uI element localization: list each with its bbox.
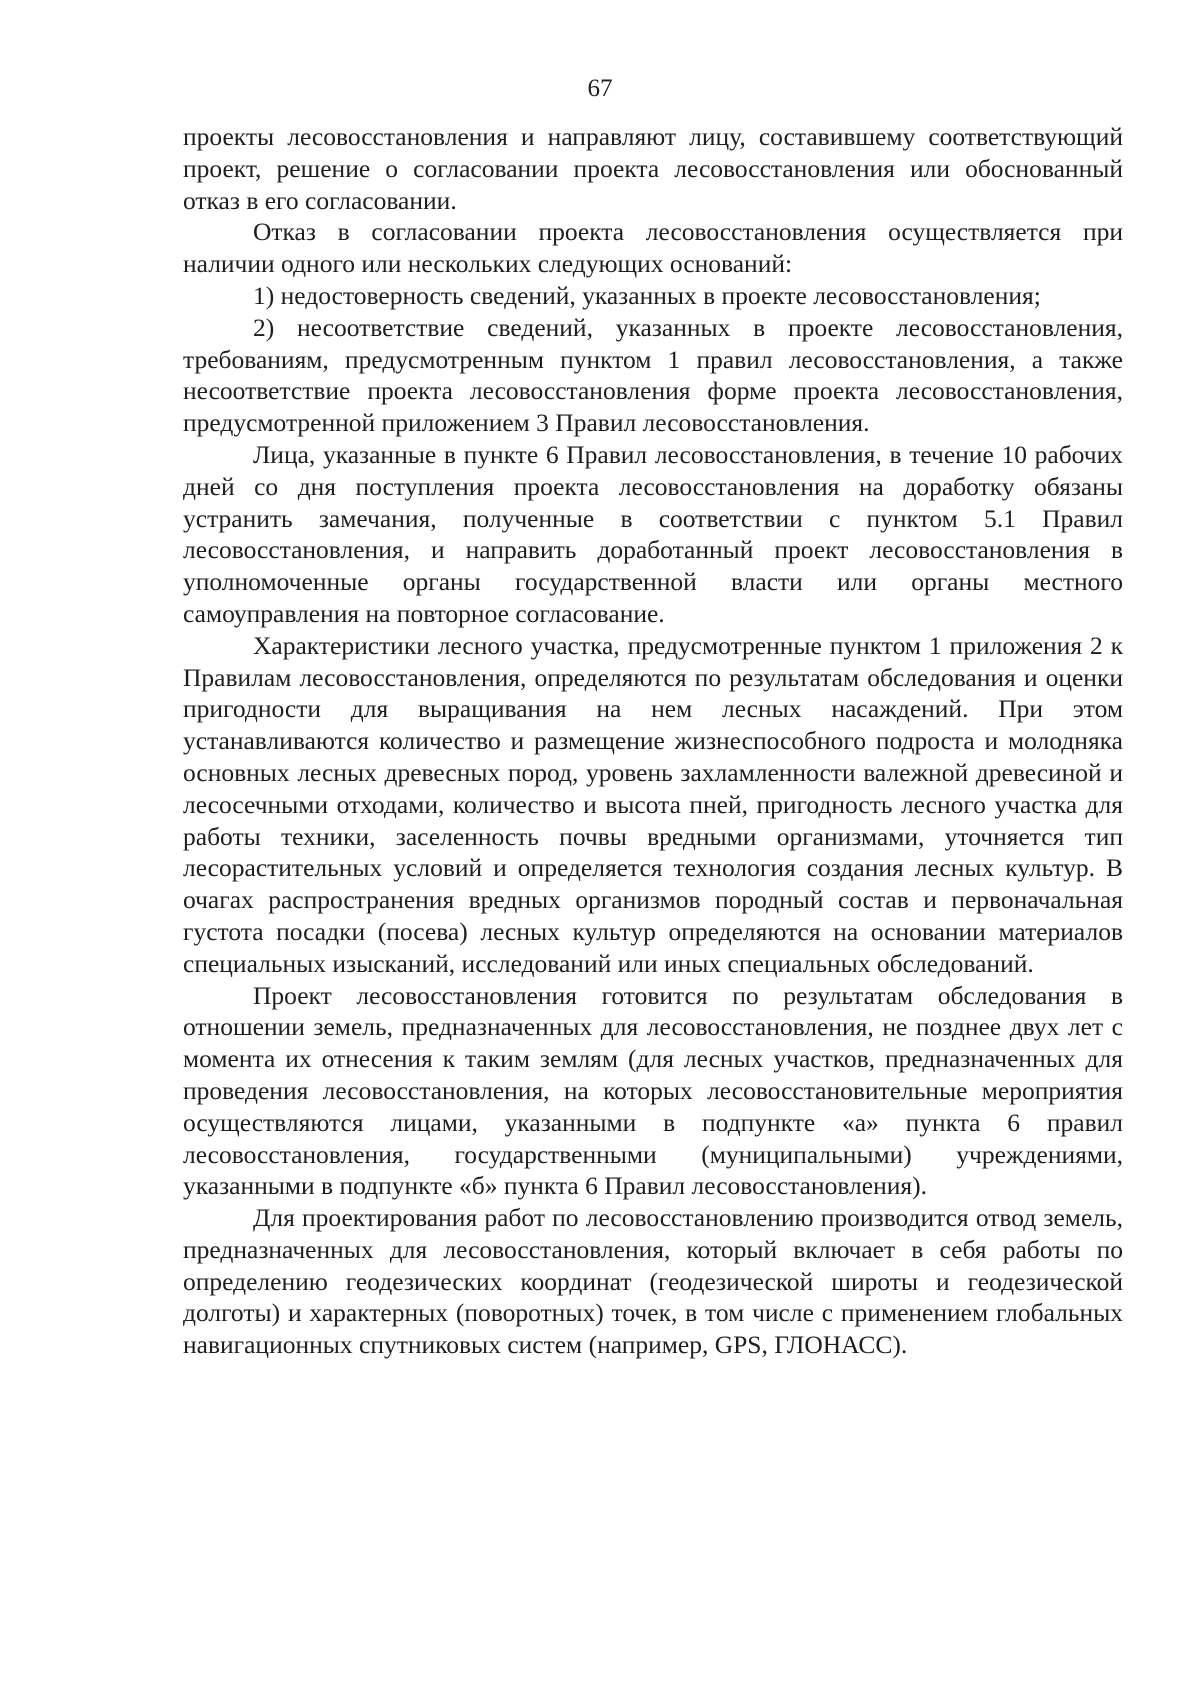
document-body bbox=[183, 121, 1123, 1361]
paragraph-refusal-grounds: Отказ в согласовании проекта лесовосстановления осуществляется при наличии одного или нескольких следующих оснований: bbox=[183, 217, 1123, 279]
page-number: 67 bbox=[587, 75, 613, 102]
list-item-1: 1) недостоверность сведений, указанных в проекте лесовосстановления; bbox=[253, 280, 1041, 310]
list-item-2: 2) несоответствие сведений, указанных в проекте лесовосстановления, требованиям, предусмотренным пунктом 1 правил лесовосстановления, а также несоответствие проекта лесовосстановления форме проекта лесовосстановления, предусмотренной приложением 3 Правил лесовосстановления. bbox=[183, 312, 1123, 438]
paragraph-continuation: проекты лесовосстановления и направляют лицу, составившему соответствующий проект, решение о согласовании проекта лесовосстановления или обоснованный отказ в его согласовании. bbox=[183, 122, 1123, 215]
paragraph-plot-characteristics: Характеристики лесного участка, предусмотренные пунктом 1 приложения 2 к Правилам лесовосстановления, определяются по результатам обследования и оценки пригодности для выращивания на нем лесных насаждений. При этом устанавливаются количество и размещение жизнеспособного подроста и молодняка основных лесных древесных пород, уровень захламленности валежной древесиной и лесосечными отходами, количество и высота пней, пригодность лесного участка для работы техники, заселенность почвы вредными организмами, уточняется тип лесорастительных условий и определяется технология создания лесных культур. В очагах распространения вредных организмов породный состав и первоначальная густота посадки (посева) лесных культур определяются на основании материалов специальных изысканий, исследований или иных специальных обследований. bbox=[183, 630, 1123, 978]
paragraph-land-allocation: Для проектирования работ по лесовосстановлению производится отвод земель, предназначенных для лесовосстановления, который включает в себя работы по определению геодезических координат (геодезической широты и геодезической долготы) и характерных (поворотных) точек, в том числе с применением глобальных навигационных спутниковых систем (например, GPS, ГЛОНАСС). bbox=[183, 1203, 1123, 1360]
paragraph-revision: Лица, указанные в пункте 6 Правил лесовосстановления, в течение 10 рабочих дней со дня поступления проекта лесовосстановления на доработку обязаны устранить замечания, полученные в соответствии с пунктом 5.1 Правил лесовосстановления, и направить доработанный проект лесовосстановления в уполномоченные органы государственной власти или органы местного самоуправления на повторное согласование. bbox=[183, 439, 1123, 628]
paragraph-project-preparation: Проект лесовосстановления готовится по результатам обследования в отношении земель, предназначенных для лесовосстановления, не позднее двух лет с момента их отнесения к таким землям (для лесных участков, предназначенных для проведения лесовосстановления, на которых лесовосстановительные мероприятия осуществляются лицами, указанными в подпункте «а» пункта 6 правил лесовосстановления, государственными (муниципальными) учреждениями, указанными в подпункте «б» пункта 6 Правил лесовосстановления). bbox=[183, 980, 1123, 1201]
